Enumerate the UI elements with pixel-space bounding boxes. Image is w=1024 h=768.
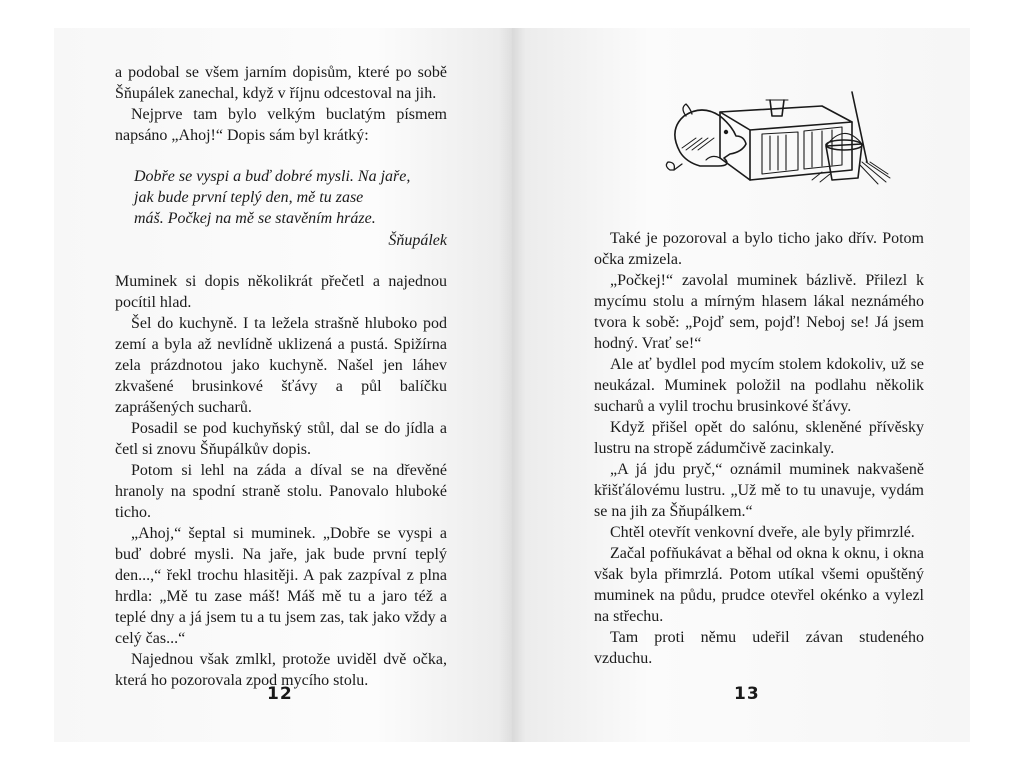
letter-line: jak bude první teplý den, mě tu zase: [134, 189, 364, 206]
washstand-body: [750, 122, 852, 180]
letter-line: Dobře se vyspi a buď dobré mysli. Na jaře,: [134, 168, 411, 185]
paragraph: Chtěl otevřít venkovní dveře, ale byly přimrzlé.: [610, 524, 915, 541]
broom-handle: [852, 92, 867, 162]
left-page: [54, 28, 512, 742]
paragraph: Začal pofňukávat a běhal od okna k oknu, i okna však byla přimrzlá. Potom utíkal všemi opuštěný muminek na půdu, prudce otevřel okénko a vylezl na střechu.: [594, 545, 924, 625]
letter-line: máš. Počkej na mě se stavěním hráze.: [134, 210, 376, 227]
paragraph: Posadil se pod kuchyňský stůl, dal se do jídla a četl si znovu Šňupálkův dopis.: [115, 420, 447, 458]
washstand-top: [720, 106, 852, 130]
left-page-text: [115, 62, 447, 691]
paragraph: „Počkej!“ zavolal muminek bázlivě. Přilezl k mycímu stolu a mírným hlasem lákal neznámého tvora k sobě: „Pojď sem, pojď! Neboj se! Já jsem hodný. Vrať se!“: [594, 272, 924, 352]
paragraph: Ale ať bydlel pod mycím stolem kdokoliv, už se neukázal. Muminek položil na podlahu několik sucharů a vylil trochu brusinkové šťávy.: [594, 356, 924, 415]
paragraph: Muminek si dopis několikrát přečetl a najednou pocítil hlad.: [115, 273, 447, 311]
moomin-tail: [666, 162, 674, 170]
page-number: 13: [734, 684, 760, 704]
page-number: 12: [267, 684, 293, 704]
paragraph: Nejprve tam bylo velkým buclatým písmem napsáno „Ahoj!“ Dopis sám byl krátký:: [115, 106, 447, 144]
letter-signature: Šňupálek: [388, 232, 447, 249]
letter-quote: [134, 166, 447, 251]
paragraph: Tam proti němu udeřil závan studeného vzduchu.: [594, 629, 924, 667]
paragraph: Také je pozoroval a bylo ticho jako dřív. Potom očka zmizela.: [594, 230, 924, 268]
paragraph: Když přišel opět do salónu, skleněné přívěsky lustru na stropě zádumčivě zacinkaly.: [594, 419, 924, 457]
moomin-under-washstand-illustration: [662, 70, 902, 190]
broom-bristles: [860, 162, 890, 184]
paragraph: a podobal se všem jarním dopisům, které po sobě Šňupálek zanechal, když v říjnu odcestoval na jih.: [115, 64, 447, 102]
floor-shadow: [682, 138, 830, 182]
paragraph: Potom si lehl na záda a díval se na dřevěné hranoly na spodní straně stolu. Panovalo hluboké ticho.: [115, 462, 447, 521]
paragraph: „A já jdu pryč,“ oznámil muminek nakvašeně křišťálovému lustru. „Už mě to tu unavuje, vydám se na jih za Šňupálkem.“: [594, 461, 924, 520]
right-page: [512, 28, 970, 742]
paragraph: „Ahoj,“ šeptal si muminek. „Dobře se vyspi a buď dobré mysli. Na jaře, jak bude první teplý den...,“ řekl trochu hlasitěji. A pak zazpíval z plna hrdla: „Mě tu zase máš! Máš mě tu a jaro též a teplé dny a já jsem tu a tu jsem zas, tak jako vždy a celý čas...“: [115, 525, 447, 647]
paragraph: Šel do kuchyně. I ta ležela strašně hluboko pod zemí a byla až nevlídně uklizená a pustá. Spižírna zela prázdnotou jako kuchyně. Našel jen láhev zkvašené brusinkové šťávy a půl balíčku zaprášených sucharů.: [115, 315, 447, 416]
paragraph: Najednou však zmlkl, protože uviděl dvě očka, která ho pozorovala zpod mycího stolu.: [115, 651, 447, 689]
right-page-text: [594, 228, 924, 669]
